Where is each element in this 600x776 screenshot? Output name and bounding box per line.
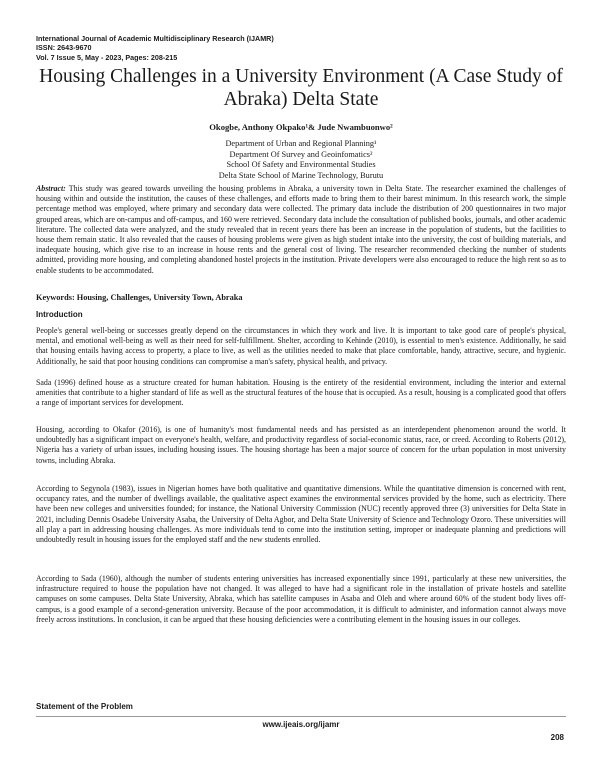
paper-authors: Okogbe, Anthony Okpako¹& Jude Nwambuonwo² — [209, 122, 393, 132]
footer-divider — [36, 716, 566, 717]
intro-paragraph: People's general well-being or successes greatly depend on the circumstances in which they work and live. It is important to take good care of people's physical, mental, and emotional well-being as well as their need for self-fulfillment. Shelter, according to Kehinde (2010), is essential to men's existence. Additionally, he said that housing entails having access to property, a place to live, as well as the utilities needed to make that place comfortable, handy, attractive, secure, and hygienic. Additionally, he said that poor housing conditions can compromise a man's safety, physical health, and privacy. — [36, 326, 566, 366]
journal-header — [36, 34, 566, 62]
intro-paragraph: Sada (1996) defined house as a structure created for human habitation. Housing is the entirety of the residential environment, including the interior and external amenities that contribute to a higher standard of life as well as the structural features of the house that is occupied. As a result, housing is a complicated good that offers a range of important services for development. — [36, 378, 566, 408]
statement-of-problem-heading: Statement of the Problem — [36, 702, 133, 711]
abstract-text: This study was geared towards unveiling the housing problems in Abraka, a university town in Delta State. The researcher examined the challenges of housing within and outside the institution, the causes of these challenges, and efforts made to bring them to their barest minimum. In this research work, the simple percentage method was employed, where primary and secondary data were collected. The primary data include the distribution of 200 questionnaires in two major grouped areas, which are on-campus and off-campus, and 160 were retrieved. Secondary data include the consultation of published books, journals, and other academic literature. The collected data were analyzed, and the study revealed that in recent years there has been an increase in the population of students, but the facilities to house them remain static. It also revealed that the causes of housing problems were given as high student intake into the university, the cost of building materials, and inadequate housing, which give rise to an increase in house rents and the general cost of living. The researcher recommended checking the number of students admitted, providing more housing, and completing abandoned hostel projects in the institution. Private developers were also encouraged to reduce the high rent so as to enable students to be accommodated. — [36, 184, 566, 275]
footer-url: www.ijeais.org/ijamr — [262, 720, 340, 729]
journal-name: International Journal of Academic Multidisciplinary Research (IJAMR) — [36, 34, 274, 43]
intro-paragraph: According to Segynola (1983), issues in Nigerian homes have both qualitative and quantitative dimensions. While the quantitative dimension is concerned with rent, occupancy rates, and the number of dwellings available, the qualitative aspect examines the environmental services provided by the home, such as electricity. There have been new colleges and universities founded; for instance, the National University Commission (NUC) recently approved three (3) universities for Delta State in 2021, including Dennis Osadebe University Asaba, the University of Delta Agbor, and Delta State University of Science and Technology Ozoro. These universities will all play a part in addressing housing challenges. As more individuals tend to come into the institution setting, improper or inadequate planning and predictions will undoubtedly result in housing issues for the employed staff and the new students enrolled. — [36, 484, 566, 545]
paper-title: Housing Challenges in a University Environment (A Case Study of Abraka) Delta State — [39, 66, 563, 110]
journal-volume: Vol. 7 Issue 5, May - 2023, Pages: 208-215 — [36, 52, 178, 62]
affiliation-line: Department Of Survey and Geoinfomatics² — [229, 149, 373, 159]
keywords: Keywords: Housing, Challenges, University Town, Abraka — [36, 293, 243, 302]
affiliation-line: Department of Urban and Regional Planning¹ — [225, 139, 377, 148]
intro-paragraph: According to Sada (1960), although the number of students entering universities has increased exponentially since 1991, particularly at these new universities, the infrastructure required to house the population have not changed. It was alleged to have had a significant role in the installation of private hostels and satellite campuses on some campuses. Delta State University, Abraka, which has satellite campuses in Asaba and Oleh and where around 60% of the student body lives off-campus, is a good example of a second-generation university. Because of the poor accommodation, it is difficult to administer, and information cannot always move freely across institutions. In conclusion, it can be argued that these housing deficiencies were a contributing element in the housing issues in our colleges. — [36, 574, 566, 624]
intro-paragraph: Housing, according to Okafor (2016), is one of humanity's most fundamental needs and has persisted as an interdependent phenomenon around the world. It undoubtedly has a significant impact on everyone's health, welfare, and productivity regardless of social-economic status, race, or creed. According to Roberts (2012), Nigeria has a variety of urban issues, including housing issues. The housing shortage has been a major source of concern for the urban population in most university towns, including Abraka. — [36, 425, 566, 465]
affiliation-line: School Of Safety and Environmental Studies — [226, 160, 376, 169]
abstract — [36, 184, 566, 276]
author-affiliations — [36, 139, 566, 181]
abstract-label: Abstract: — [36, 184, 66, 193]
page-number: 208 — [550, 733, 564, 742]
journal-issn: ISSN: 2643-9670 — [36, 43, 92, 53]
affiliation-line: Delta State School of Marine Technology, Burutu — [218, 170, 384, 180]
introduction-heading: Introduction — [36, 310, 83, 319]
